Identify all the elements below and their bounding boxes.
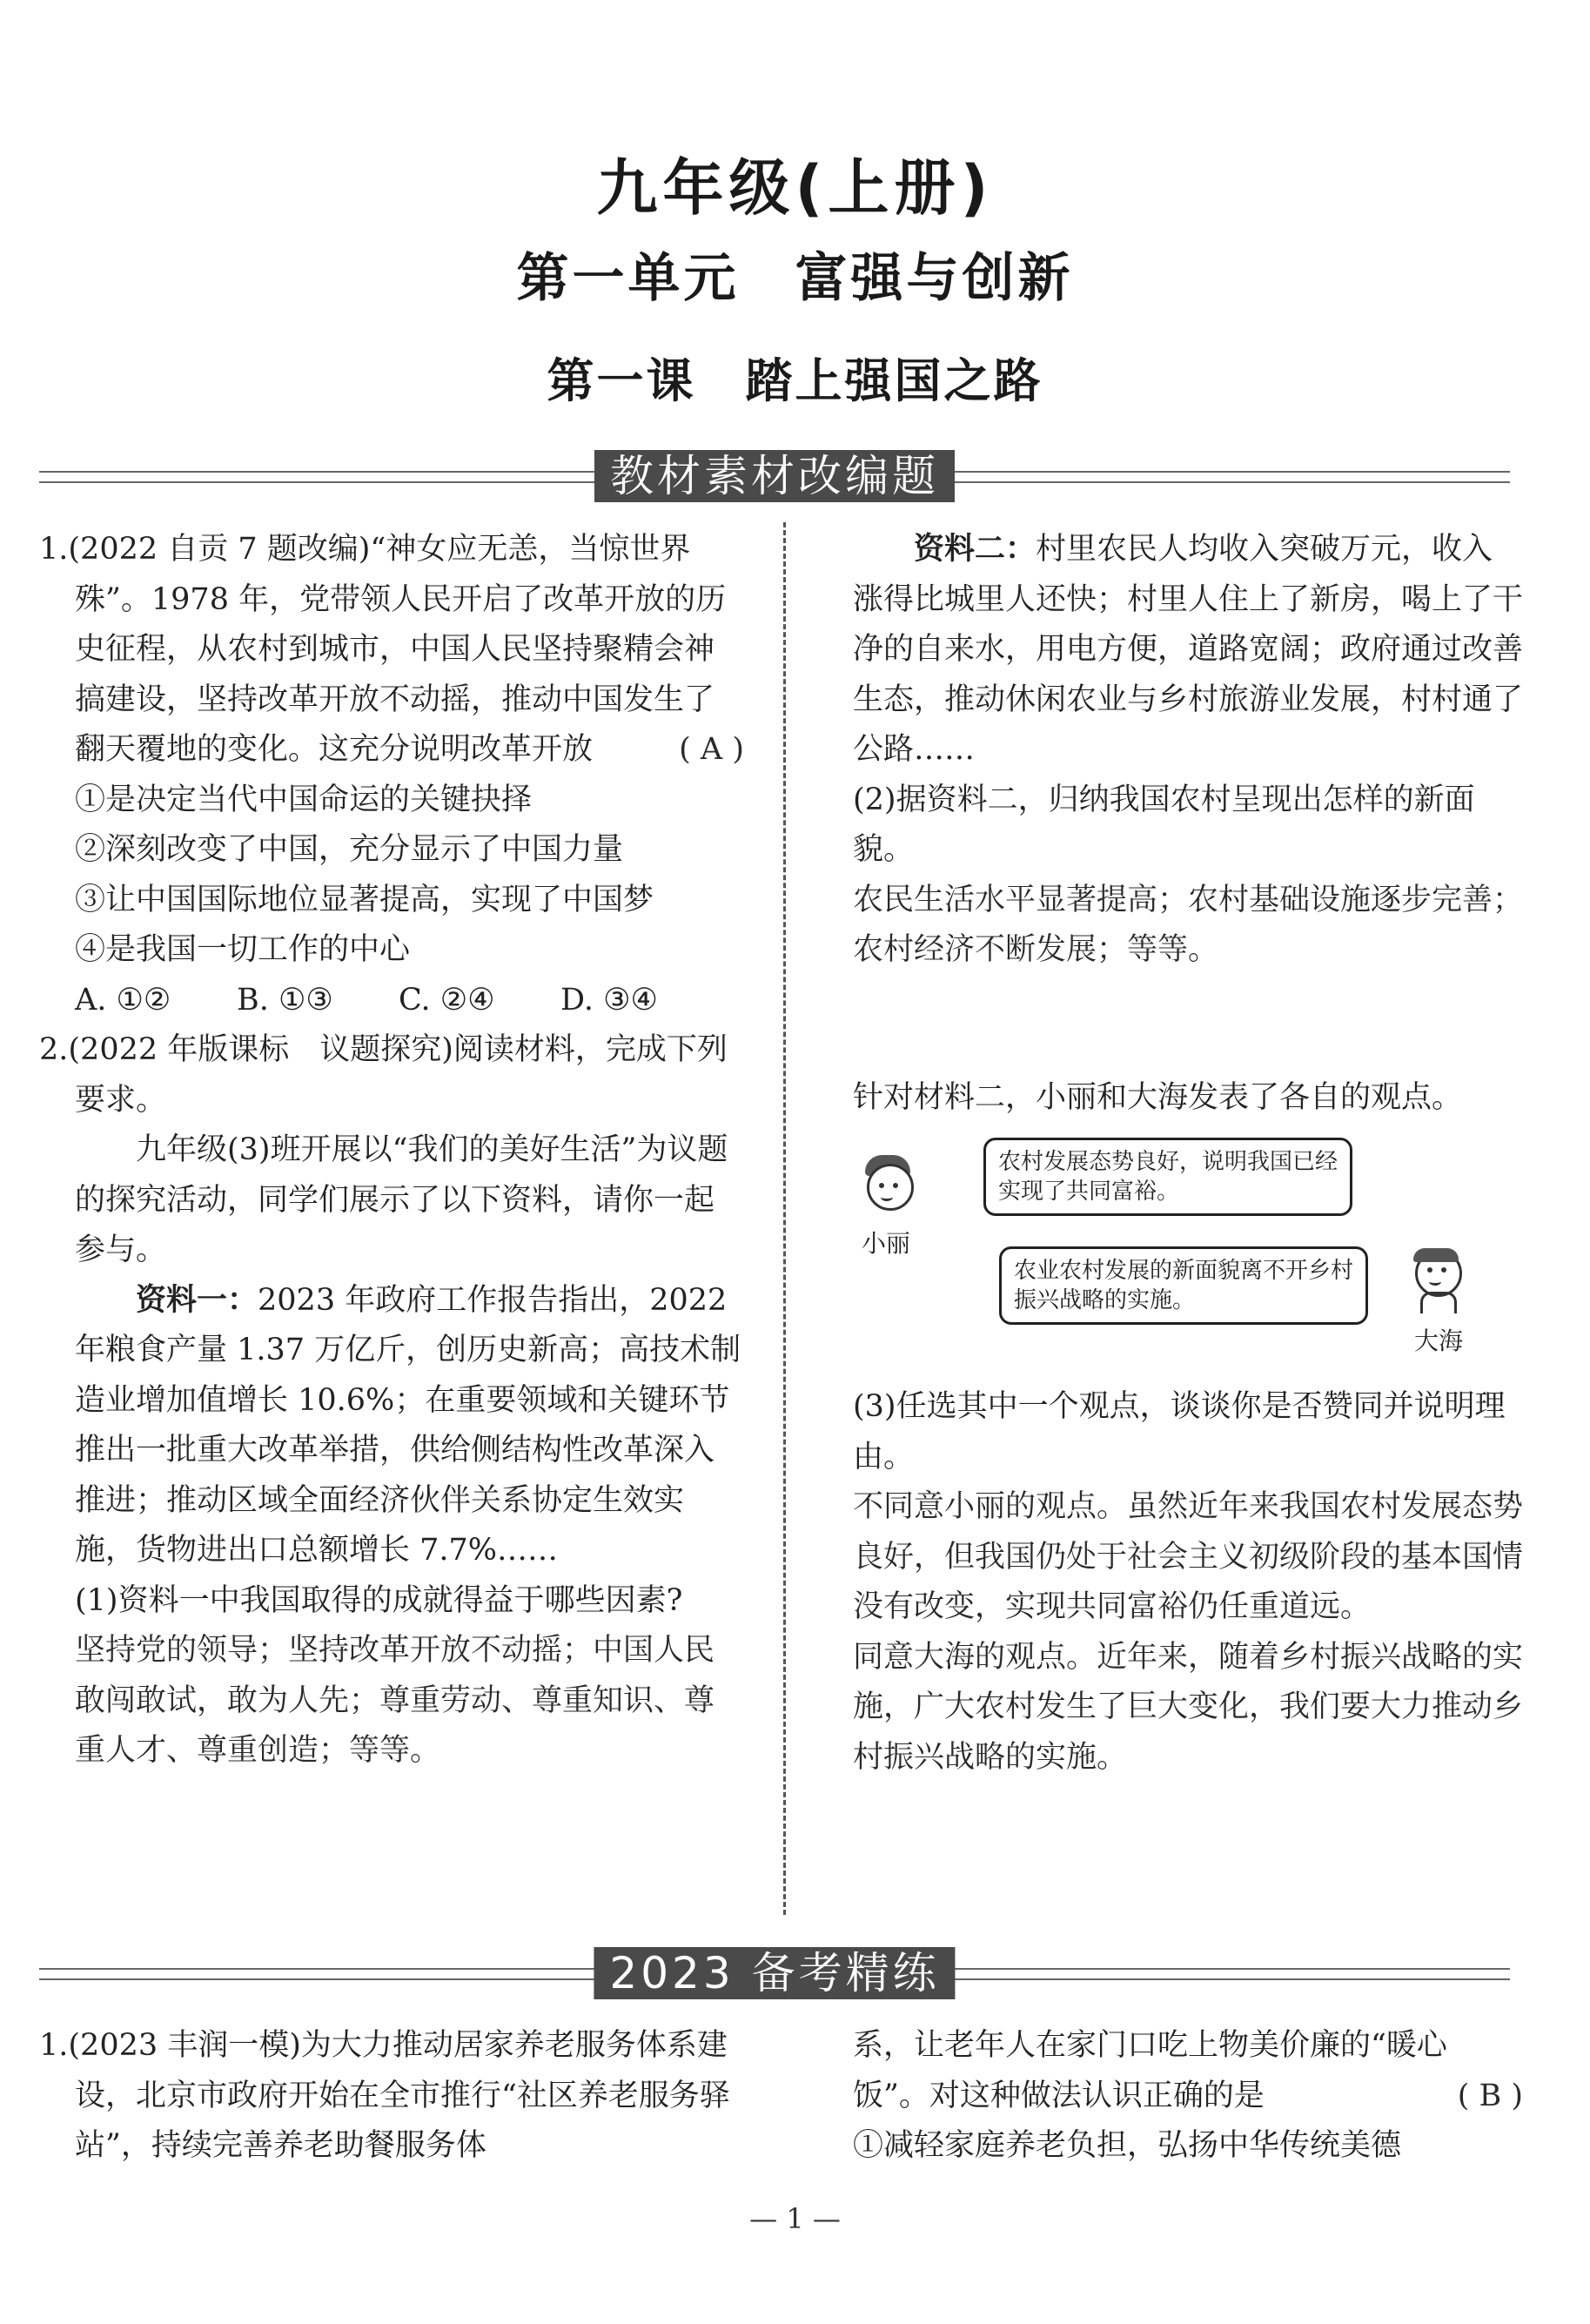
practice-left-column: [39, 2021, 744, 2172]
q2-intro: 九年级(3)班开展以“我们的美好生活”为议题的探究活动，同学们展示了以下资料，请你一起参与。: [75, 1132, 728, 1267]
q2-sub1-answer: 坚持党的领导；坚持改革开放不动摇；中国人民敢闯敢试，敢为人先；尊重劳动、尊重知识、尊重人才、尊重创造；等等。: [75, 1633, 715, 1768]
column-divider: [783, 522, 786, 1915]
q2-material-1: [75, 1276, 744, 1576]
q1-item: ④是我国一切工作的中心: [75, 932, 411, 967]
material-2-text: 村里农民人均收入突破万元，收入涨得比城里人还快；村里人住上了新房，喝上了干净的自来水，用电方便，道路宽阔；政府通过改善生态，推动休闲农业与乡村旅游业发展，村村通了公路……: [853, 532, 1524, 767]
p1-stem-right: [853, 2021, 1523, 2121]
head-shape: [867, 1164, 914, 1211]
mouth-shape: [1429, 1278, 1441, 1286]
eye-shape: [893, 1183, 898, 1188]
lesson-title: 第一课 踏上强国之路: [547, 353, 1043, 408]
dahai-avatar-icon: [1410, 1246, 1462, 1307]
hair-shape: [1413, 1248, 1459, 1262]
eye-shape: [1441, 1267, 1446, 1273]
section-banner-textbook: [39, 450, 1510, 502]
left-column: [39, 525, 744, 1777]
right-column-bottom: [853, 1382, 1523, 1783]
xiaoli-speech-bubble: 农村发展态势良好，说明我国已经实现了共同富裕。: [983, 1138, 1352, 1216]
material-2-label: 资料二：: [914, 532, 1037, 567]
p1-stem-left: 1.(2023 丰润一模)为大力推动居家养老服务体系建设，北京市政府开始在全市推行“社区养老服务驿站”，持续完善养老助餐服务体: [39, 2028, 730, 2163]
q1-option-a: A. ①②: [75, 982, 171, 1018]
q1-stem-text: 1.(2022 自贡 7 题改编)“神女应无恙，当惊世界殊”。1978 年，党带领人民开启了改革开放的历史征程，从农村到城市，中国人民坚持聚精会神搞建设，坚持改革开放不动摇，推动中国发生了翻天覆地的变化。这充分说明改革开放: [39, 532, 727, 767]
right-column-top: [853, 525, 1523, 976]
q2-material-2: [853, 525, 1523, 776]
q2-sub3-answer-1: 不同意小丽的观点。虽然近年来我国农村发展态势良好，但我国仍处于社会主义初级阶段的基本国情没有改变，实现共同富裕仍任重道远。: [853, 1489, 1524, 1624]
page-number: — 1 —: [749, 2202, 841, 2235]
q1-option-c: C. ②④: [399, 982, 495, 1018]
q1-stem: [39, 525, 744, 776]
q1-item: ①是决定当代中国命运的关键抉择: [75, 782, 533, 817]
q1-options: [39, 976, 744, 1026]
dahai-name: 大海: [1414, 1327, 1464, 1355]
practice-right-column: [853, 2021, 1523, 2172]
body-shape: [1420, 1292, 1457, 1313]
section-banner-practice: [39, 1947, 1510, 1999]
opinion-comic: [853, 1138, 1514, 1373]
eye-shape: [879, 1183, 884, 1188]
material-1-text: 2023 年政府工作报告指出，2022 年粮食产量 1.37 万亿斤，创历史新高；高技术制造业增加值增长 10.6%；在重要领域和关键环节推出一批重大改革举措，供给侧结构性改革深入推进；推动区域全面经济伙伴关系协定生效实施，货物进出口总额增长 7.7%……: [75, 1282, 741, 1568]
q2-sub2-answer: 农民生活水平显著提高；农村基础设施逐步完善；农村经济不断发展；等等。: [853, 882, 1524, 967]
page-grade-title: 九年级(上册): [596, 152, 994, 224]
q2-sub3-question: (3)任选其中一个观点，谈谈你是否赞同并说明理由。: [853, 1389, 1506, 1474]
p1-item-1: ①减轻家庭养老负担，弘扬中华传统美德: [853, 2128, 1402, 2163]
q2-stem: 2.(2022 年版课标 议题探究)阅读材料，完成下列要求。: [39, 1032, 728, 1118]
q2-sub1-question: (1)资料一中我国取得的成就得益于哪些因素?: [75, 1582, 683, 1618]
material-1-label: 资料一：: [136, 1282, 258, 1318]
dahai-speech-bubble: 农业农村发展的新面貌离不开乡村振兴战略的实施。: [999, 1246, 1368, 1325]
q2-sub3-answer-2: 同意大海的观点。近年来，随着乡村振兴战略的实施，广大农村发生了巨大变化，我们要大力推动乡村振兴战略的实施。: [853, 1639, 1524, 1775]
q1-item: ③让中国国际地位显著提高，实现了中国梦: [75, 882, 654, 917]
p1-stem-right-text: 系，让老年人在家门口吃上物美价廉的“暖心饭”。对这种做法认识正确的是: [853, 2028, 1447, 2113]
q1-answer: ( A ): [679, 732, 744, 767]
eye-shape: [1427, 1267, 1432, 1273]
unit-title: 第一单元 富强与创新: [516, 248, 1074, 309]
q1-option-b: B. ①③: [237, 982, 333, 1018]
section-title: 2023 备考精练: [594, 1947, 955, 1999]
views-intro: 针对材料二，小丽和大海发表了各自的观点。: [853, 1080, 1463, 1115]
p1-answer: ( B ): [1457, 2078, 1523, 2113]
q1-option-d: D. ③④: [560, 982, 658, 1018]
section-title: 教材素材改编题: [594, 450, 955, 502]
q2-body: [39, 1125, 744, 1777]
q2-sub2-question: (2)据资料二，归纳我国农村呈现出怎样的新面貌。: [853, 782, 1475, 867]
xiaoli-name: 小丽: [862, 1229, 911, 1258]
q1-item: ②深刻改变了中国，充分显示了中国力量: [75, 832, 624, 867]
xiaoli-avatar-icon: [862, 1155, 914, 1216]
mouth-shape: [881, 1193, 893, 1201]
